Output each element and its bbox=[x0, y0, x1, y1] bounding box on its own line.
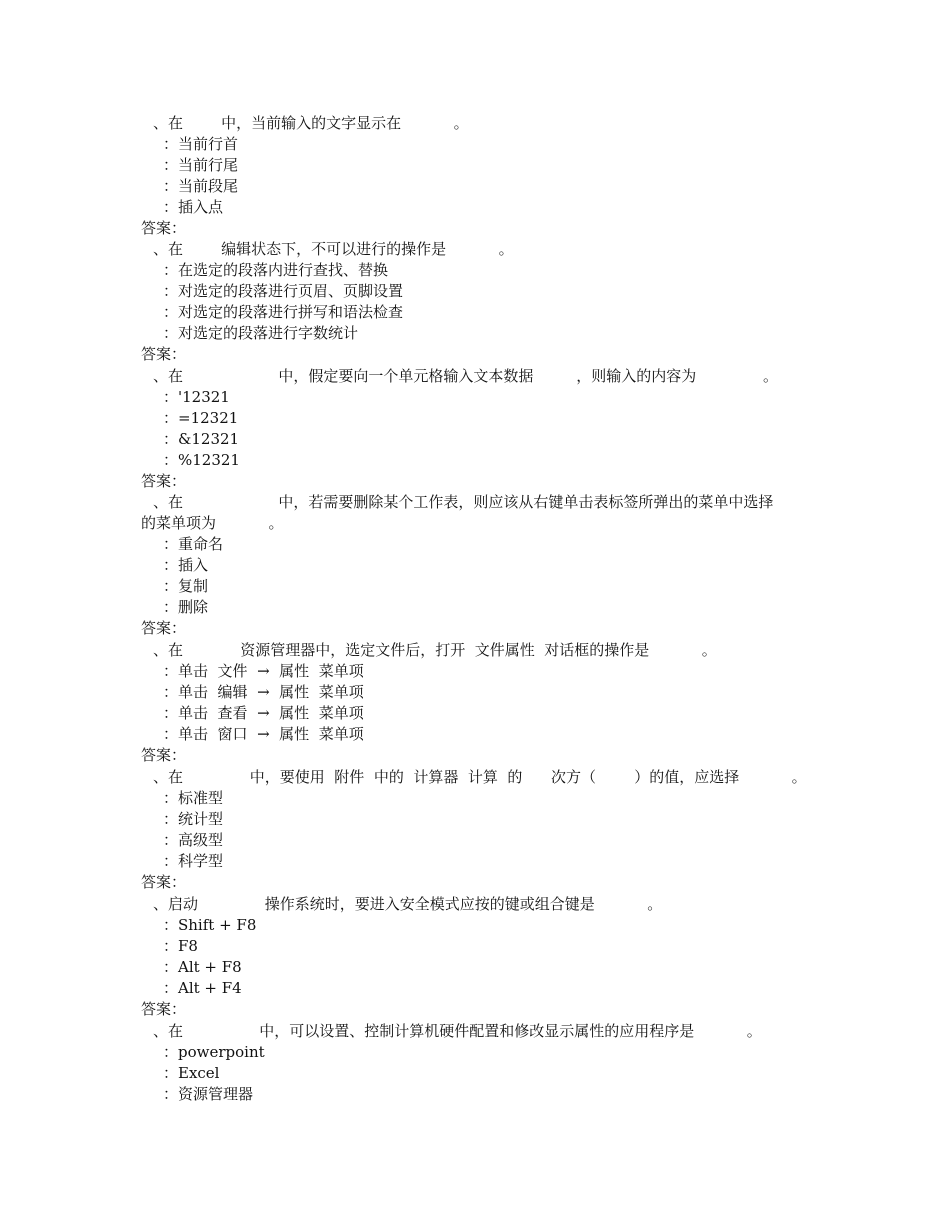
question-3-option-d: ：%12321 bbox=[163, 451, 240, 469]
question-3-option-c: ：&12321 bbox=[163, 430, 240, 448]
question-4-option-b: ：插入 bbox=[163, 556, 209, 574]
question-3-answer: 答案： bbox=[141, 472, 187, 490]
question-7-stem: 、启动 操作系统时，要进入安全模式应按的键或组合键是 。 bbox=[153, 895, 663, 913]
question-8-option-a: ：powerpoint bbox=[163, 1043, 265, 1061]
question-5-option-a: ：单击 文件 → 属性 菜单项 bbox=[163, 662, 364, 680]
question-2-option-d: ：对选定的段落进行字数统计 bbox=[163, 324, 359, 342]
question-4-stem: 、在 中，若需要删除某个工作表，则应该从右键单击表标签所弹出的菜单中选择 bbox=[153, 493, 774, 511]
question-1-option-b: ：当前行尾 bbox=[163, 156, 239, 174]
question-5-stem: 、在 资源管理器中，选定文件后，打开 文件属性 对话框的操作是 。 bbox=[153, 641, 717, 659]
question-8-option-b: ：Excel bbox=[163, 1064, 220, 1082]
question-4-answer: 答案： bbox=[141, 619, 187, 637]
question-5-option-d: ：单击 窗口 → 属性 菜单项 bbox=[163, 725, 364, 743]
question-8-option-c: ：资源管理器 bbox=[163, 1085, 254, 1103]
question-6-option-b: ：统计型 bbox=[163, 810, 224, 828]
question-4-option-a: ：重命名 bbox=[163, 535, 224, 553]
question-4-stem-continued: 的菜单项为 。 bbox=[141, 514, 284, 532]
question-4-option-d: ：删除 bbox=[163, 598, 209, 616]
question-7-answer: 答案： bbox=[141, 1000, 187, 1018]
question-6-option-d: ：科学型 bbox=[163, 852, 224, 870]
question-3-option-b: ：=12321 bbox=[163, 409, 239, 427]
question-6-option-a: ：标准型 bbox=[163, 789, 224, 807]
question-8-stem: 、在 中，可以设置、控制计算机硬件配置和修改显示属性的应用程序是 。 bbox=[153, 1022, 762, 1040]
question-2-stem: 、在 编辑状态下，不可以进行的操作是 。 bbox=[153, 240, 514, 258]
question-6-answer: 答案： bbox=[141, 873, 187, 891]
question-1-option-d: ：插入点 bbox=[163, 198, 224, 216]
question-2-option-c: ：对选定的段落进行拼写和语法检查 bbox=[163, 303, 404, 321]
question-1-stem: 、在 中，当前输入的文字显示在 。 bbox=[153, 114, 469, 132]
question-5-option-c: ：单击 查看 → 属性 菜单项 bbox=[163, 704, 364, 722]
question-1-answer: 答案： bbox=[141, 219, 187, 237]
question-4-option-c: ：复制 bbox=[163, 577, 209, 595]
question-2-answer: 答案： bbox=[141, 345, 187, 363]
question-2-option-b: ：对选定的段落进行页眉、页脚设置 bbox=[163, 282, 404, 300]
question-7-option-a: ：Shift + F8 bbox=[163, 916, 257, 934]
question-5-answer: 答案： bbox=[141, 746, 187, 764]
question-6-stem: 、在 中，要使用 附件 中的 计算器 计算 的 次方（ ）的值，应选择 。 bbox=[153, 768, 807, 786]
question-3-option-a: ：'12321 bbox=[163, 388, 230, 406]
question-6-option-c: ：高级型 bbox=[163, 831, 224, 849]
question-1-option-c: ：当前段尾 bbox=[163, 177, 239, 195]
question-3-stem: 、在 中，假定要向一个单元格输入文本数据 ，则输入的内容为 。 bbox=[153, 367, 779, 385]
question-1-option-a: ：当前行首 bbox=[163, 135, 239, 153]
question-2-option-a: ：在选定的段落内进行查找、替换 bbox=[163, 261, 389, 279]
question-5-option-b: ：单击 编辑 → 属性 菜单项 bbox=[163, 683, 364, 701]
question-7-option-b: ：F8 bbox=[163, 937, 198, 955]
question-7-option-d: ：Alt + F4 bbox=[163, 979, 242, 997]
question-7-option-c: ：Alt + F8 bbox=[163, 958, 242, 976]
